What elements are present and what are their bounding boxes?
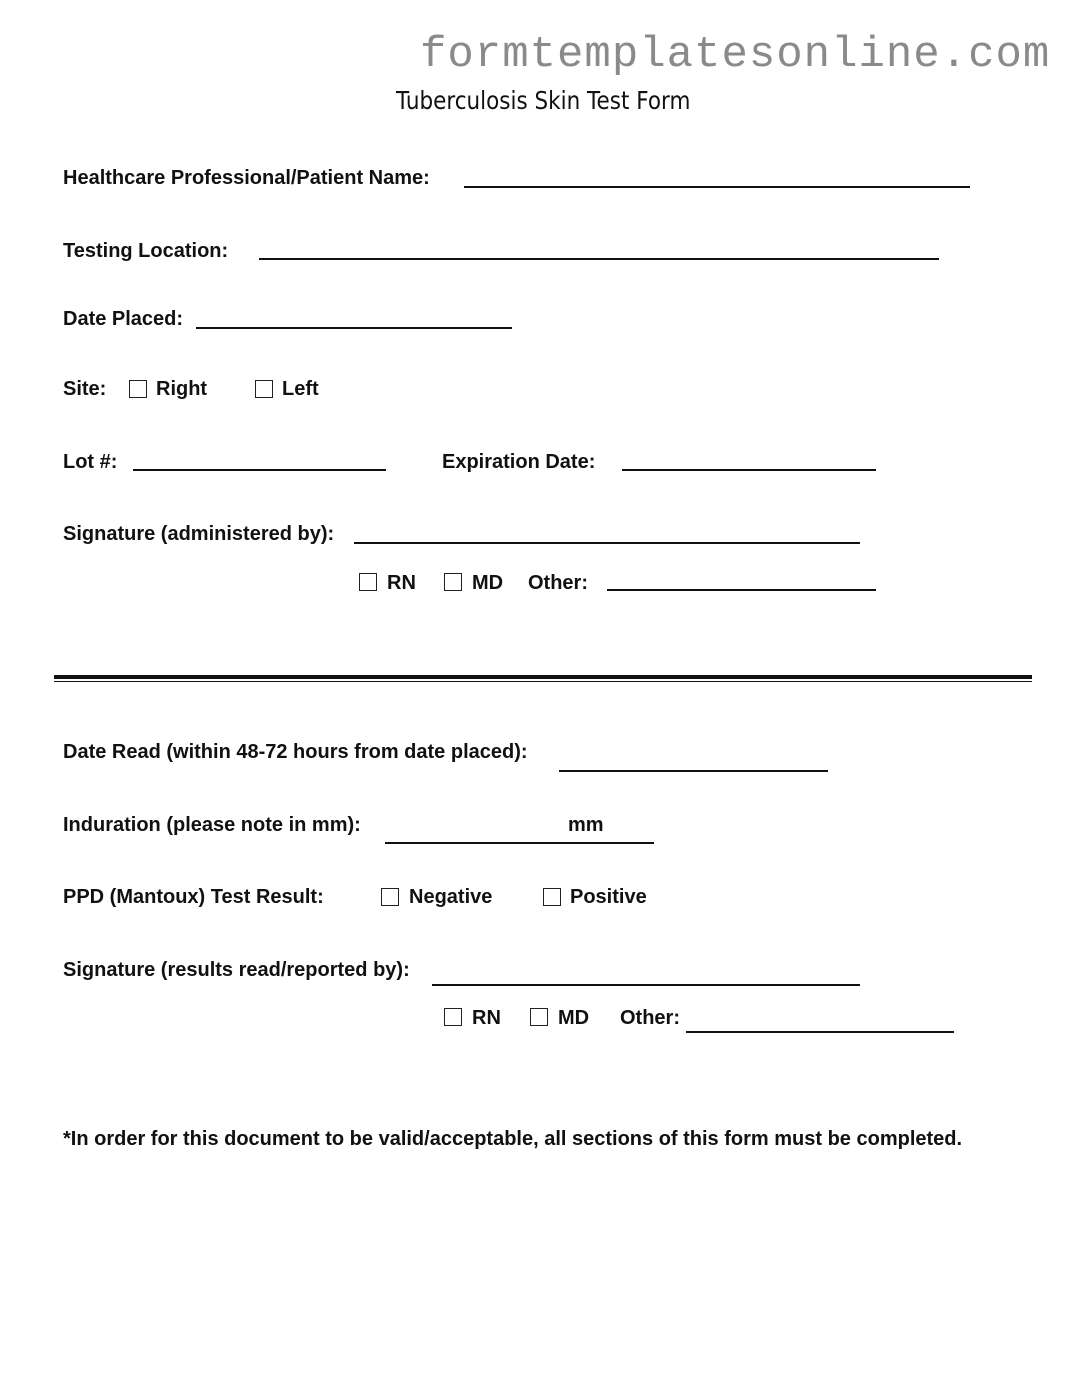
section-divider	[54, 675, 1032, 682]
site-label: Site:	[63, 378, 107, 400]
reported-other-field[interactable]	[686, 1031, 954, 1033]
site-right-label: Right	[156, 378, 208, 400]
induration-unit: mm	[568, 814, 604, 836]
administered-md-checkbox[interactable]	[444, 573, 462, 591]
administered-other-field[interactable]	[607, 589, 876, 591]
lot-number-label: Lot #:	[63, 451, 118, 473]
reported-rn-label: RN	[472, 1007, 501, 1029]
induration-field[interactable]	[385, 842, 654, 844]
date-read-field[interactable]	[559, 770, 828, 772]
result-negative-label: Negative	[409, 886, 493, 908]
reported-md-label: MD	[558, 1007, 590, 1029]
result-negative-checkbox[interactable]	[381, 888, 399, 906]
expiration-date-field[interactable]	[622, 469, 876, 471]
site-left-label: Left	[282, 378, 319, 400]
reported-rn-checkbox[interactable]	[444, 1008, 462, 1026]
administered-signature-label: Signature (administered by):	[63, 523, 335, 545]
testing-location-label: Testing Location:	[63, 240, 229, 262]
patient-name-field[interactable]	[464, 186, 970, 188]
reported-other-label: Other:	[620, 1007, 680, 1029]
lot-number-field[interactable]	[133, 469, 386, 471]
administered-rn-checkbox[interactable]	[359, 573, 377, 591]
administered-other-label: Other:	[528, 572, 588, 594]
reported-signature-label: Signature (results read/reported by):	[63, 959, 410, 981]
date-placed-field[interactable]	[196, 327, 512, 329]
administered-rn-label: RN	[387, 572, 416, 594]
expiration-date-label: Expiration Date:	[442, 451, 596, 473]
site-left-checkbox[interactable]	[255, 380, 273, 398]
date-read-label: Date Read (within 48-72 hours from date placed):	[63, 741, 528, 763]
induration-label: Induration (please note in mm):	[63, 814, 361, 836]
result-positive-checkbox[interactable]	[543, 888, 561, 906]
administered-signature-field[interactable]	[354, 542, 860, 544]
result-positive-label: Positive	[570, 886, 647, 908]
reported-signature-field[interactable]	[432, 984, 860, 986]
test-result-label: PPD (Mantoux) Test Result:	[63, 886, 324, 908]
date-placed-label: Date Placed:	[63, 308, 184, 330]
watermark: formtemplatesonline.com	[420, 30, 1051, 80]
footer-note: *In order for this document to be valid/acceptable, all sections of this form must be completed.	[63, 1128, 963, 1150]
reported-md-checkbox[interactable]	[530, 1008, 548, 1026]
form-title: Tuberculosis Skin Test Form	[396, 86, 691, 115]
administered-md-label: MD	[472, 572, 504, 594]
testing-location-field[interactable]	[259, 258, 939, 260]
site-right-checkbox[interactable]	[129, 380, 147, 398]
patient-name-label: Healthcare Professional/Patient Name:	[63, 167, 430, 189]
